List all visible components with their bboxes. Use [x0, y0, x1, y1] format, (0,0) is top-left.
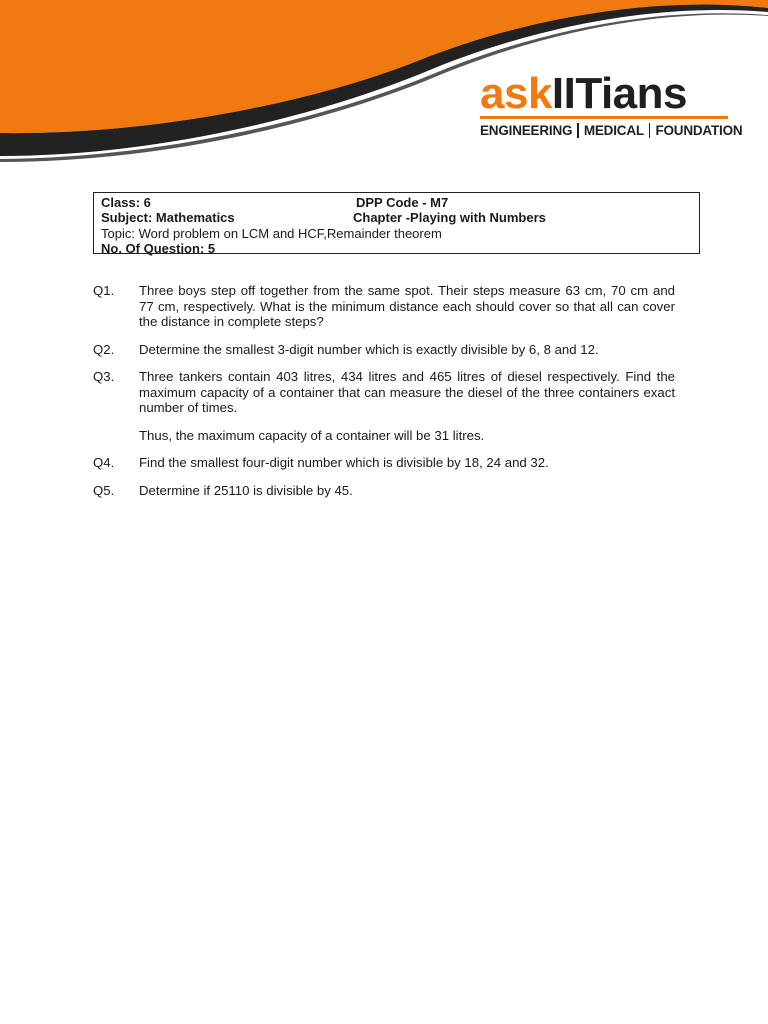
brand-tagline: [480, 123, 743, 138]
question-count: No. Of Question: 5: [101, 240, 216, 256]
question-number: Q2.: [93, 341, 115, 357]
chapter-label: Chapter -Playing with Numbers: [353, 210, 546, 226]
tagline-engineering: ENGINEERING: [480, 123, 573, 138]
tagline-separator: [649, 123, 651, 138]
tagline-separator: [577, 123, 579, 138]
question-text: Find the smallest four-digit number which is divisible by 18, 24 and 32.: [139, 455, 549, 470]
tagline-foundation: FOUNDATION: [655, 123, 743, 138]
dpp-code: DPP Code - M7: [356, 195, 449, 210]
brand-name-part2: IITians: [551, 69, 687, 118]
q3-note: Thus, the maximum capacity of a container will be 31 litres.: [139, 427, 485, 443]
question-list: [93, 283, 697, 510]
info-row-class: [101, 195, 692, 210]
question-item: [93, 283, 697, 330]
question-item: [93, 369, 675, 416]
question-number: Q4.: [93, 455, 115, 470]
worksheet-info-box: [93, 192, 700, 254]
info-row-subject: [101, 210, 692, 225]
question-item: [93, 455, 675, 471]
question-item: [93, 342, 675, 358]
subject-label: Subject: Mathematics: [101, 210, 235, 226]
brand-name-part1: ask: [480, 69, 552, 118]
tagline-medical: MEDICAL: [583, 123, 644, 138]
question-text: Three boys step off together from the same spot. Their steps measure 63 cm, 70 cm and 77 cm, respectively. What is the minimum distance each should cover so that all can cover the distance in complete steps?: [139, 283, 697, 329]
question-number: Q3.: [93, 369, 115, 384]
info-row-count: [101, 241, 692, 256]
question-item: [93, 483, 675, 499]
question-text: Three tankers contain 403 litres, 434 litres and 465 litres of diesel respectively. Find the maximum capacity of a container that can measure the diesel of the three containers exact number of times.: [139, 369, 675, 415]
class-label: Class: 6: [101, 195, 151, 210]
brand-wordmark: [480, 69, 730, 118]
topic-label: Topic: Word problem on LCM and HCF,Remainder theorem: [101, 225, 442, 241]
question-number: Q5.: [93, 482, 115, 498]
info-row-topic: [101, 226, 692, 241]
brand-logo: [480, 69, 743, 138]
question-text: Determine if 25110 is divisible by 45.: [139, 482, 353, 498]
question-text: Determine the smallest 3-digit number which is exactly divisible by 6, 8 and 12.: [139, 341, 599, 357]
question-number: Q1.: [93, 283, 115, 298]
